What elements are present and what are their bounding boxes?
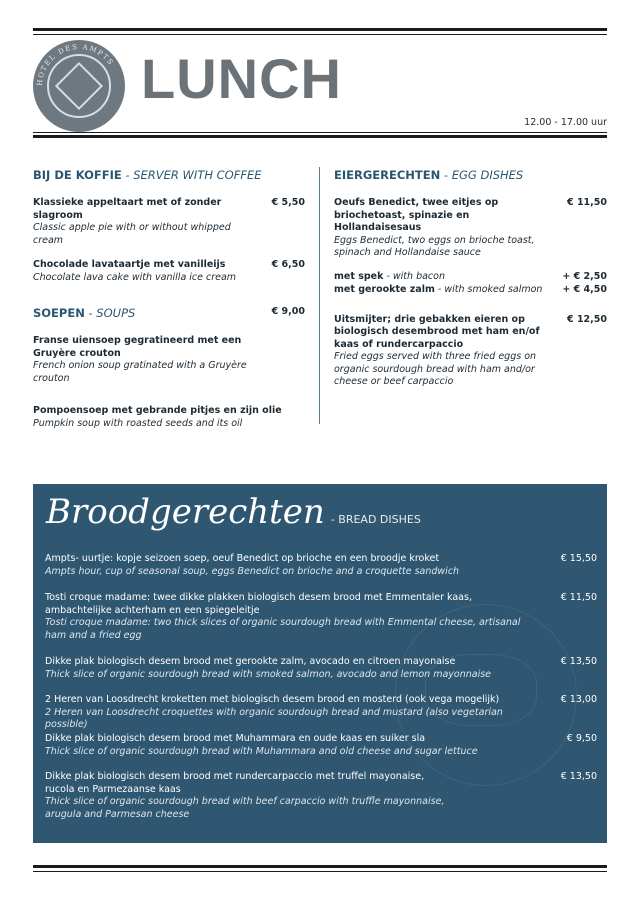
bread-subtitle: - BREAD DISHES	[330, 513, 421, 526]
bread-title: Broodgerechten	[46, 492, 325, 532]
menu-item	[334, 197, 607, 260]
item-price: + € 4,50	[562, 283, 607, 295]
top-rule-thick	[33, 28, 607, 31]
page-title: LUNCH	[141, 47, 342, 110]
left-column	[33, 168, 305, 442]
item-name-en: Eggs Benedict, two eggs on brioche toast, spinach and Hollandaise sauce	[334, 234, 535, 258]
bread-heading	[46, 492, 421, 532]
item-name-nl: Franse uiensoep gegratineerd met een Gruyère crouton	[33, 335, 242, 359]
extra-item: met gerookte zalm - with smoked salmon + € 4,50	[334, 283, 607, 295]
item-name-nl: Klassieke appeltaart met of zonder slagroom	[33, 197, 222, 221]
menu-item	[33, 197, 305, 247]
header-rule-thin	[33, 132, 607, 133]
item-name-nl: Uitsmijter; drie gebakken eieren op biologisch desembrood met ham en/of kaas of rundercarpaccio	[334, 313, 540, 350]
item-name-en: French onion soup gratinated with a Gruyère crouton	[33, 360, 247, 384]
item-price: € 12,50	[567, 313, 607, 325]
opening-hours: 12.00 - 17.00 uur	[524, 117, 607, 128]
bread-item: Dikke plak biologisch desem brood met gerookte zalm, avocado en citroen mayonaise Thick slice of organic sourdough bread with smoked salmon, avocado and lemon mayonnaise € 13,50	[45, 656, 597, 680]
item-name-nl: Chocolade lavataartje met vanilleijs	[33, 259, 226, 270]
menu-item	[33, 405, 305, 430]
header-rule-thick	[33, 135, 607, 138]
bread-item: 2 Heren van Loosdrecht kroketten met biologisch desem brood en mosterd (ook vega mogelijk) 2 Heren van Loosdrecht croquettes with organic sourdough bread and mustard (also vegetarian possible) € 13,00	[45, 694, 597, 730]
soup-price: € 9,00	[271, 306, 305, 317]
bread-dishes-panel	[33, 484, 607, 843]
right-column	[334, 168, 607, 401]
item-price: € 11,50	[560, 592, 597, 603]
item-price: € 13,50	[560, 771, 597, 782]
item-price: € 13,50	[560, 656, 597, 667]
hotel-logo	[33, 40, 125, 132]
eieren-section-title: EIERGERECHTEN - EGG DISHES	[334, 168, 524, 182]
item-name-en: Classic apple pie with or without whipped cream	[33, 222, 231, 246]
item-price: + € 2,50	[562, 270, 607, 282]
item-price: € 5,50	[271, 197, 305, 208]
soepen-section-title: SOEPEN - SOUPS € 9,00	[33, 306, 305, 320]
column-divider	[319, 167, 320, 424]
bottom-rule-thin	[33, 871, 607, 872]
bread-item: Dikke plak biologisch desem brood met rundercarpaccio met truffel mayonaise, rucola en Parmezaanse kaas Thick slice of organic sourdough bread with beef carpaccio with truffle mayonnaise, arugula and Parmesan cheese € 13,50	[45, 771, 597, 820]
bread-item: Ampts- uurtje: kopje seizoen soep, oeuf Benedict op brioche en een broodje kroket Ampts hour, cup of seasonal soup, eggs Benedict on brioche and a croquette sandwich € 15,50	[45, 553, 597, 577]
bottom-rule-thick	[33, 865, 607, 868]
item-price: € 9,50	[566, 733, 597, 744]
extra-item: met spek - with bacon + € 2,50	[334, 270, 607, 282]
top-rule-thin	[33, 34, 607, 35]
item-name-en: Pumpkin soup with roasted seeds and its oil	[33, 417, 243, 429]
item-price: € 13,00	[560, 694, 597, 705]
bread-item: Tosti croque madame: twee dikke plakken biologisch desem brood met Emmentaler kaas, ambachtelijke achterham en een spiegeleitje Tosti croque madame: two thick slices of organic sourdough bread with Emmental cheese, artisanal ham and a fried egg € 11,50	[45, 592, 597, 641]
menu-item	[334, 314, 607, 389]
menu-item	[33, 335, 305, 385]
item-price: € 6,50	[271, 259, 305, 270]
svg-text:HOTEL DES AMPTS: HOTEL DES AMPTS	[35, 42, 116, 87]
koffie-section-title: BIJ DE KOFFIE - SERVER WITH COFFEE	[33, 168, 262, 182]
item-name-en: Fried eggs served with three fried eggs on organic sourdough bread with ham and/or cheese or beef carpaccio	[334, 351, 537, 387]
item-price: € 11,50	[567, 197, 607, 208]
item-name-nl: Oeufs Benedict, twee eitjes op briochetoast, spinazie en Hollandaisesaus	[334, 197, 499, 233]
item-price: € 15,50	[560, 553, 597, 564]
menu-item	[33, 259, 305, 284]
bread-item: Dikke plak biologisch desem brood met Muhammara en oude kaas en suiker sla Thick slice of organic sourdough bread with Muhammara and old cheese and sugar lettuce € 9,50	[45, 733, 597, 757]
item-name-nl: Pompoensoep met gebrande pitjes en zijn olie	[33, 405, 282, 416]
item-name-en: Chocolate lava cake with vanilla ice cream	[33, 271, 237, 283]
